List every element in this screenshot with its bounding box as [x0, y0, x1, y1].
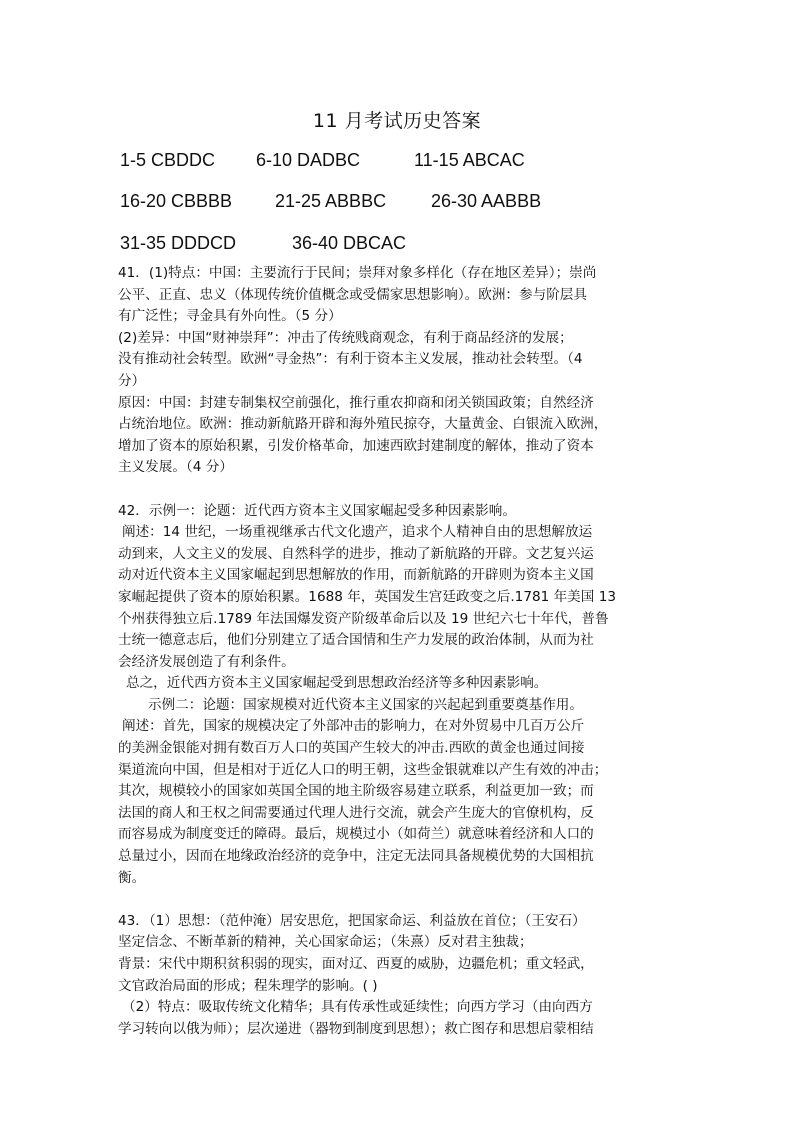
text-line: 其次，规模较小的国家如英国全国的地主阶级容易建立联系，利益更加一致；而: [118, 783, 594, 800]
text-line: 家崛起提供了资本的原始积累。1688 年，英国发生宫廷政变之后.1781 年美国 13: [118, 588, 616, 605]
answer-body: [118, 263, 684, 1040]
text-line: 示例二：论题：国家规模对近代资本主义国家的兴起起到重要奠基作用。: [148, 696, 583, 713]
text-line: 主义发展。（4 分）: [118, 459, 233, 476]
text-line: 背景：宋代中期积贫积弱的现实，面对辽、西夏的威胁，边疆危机；重文轻武，: [118, 956, 594, 972]
text-line: 阐述：首先，国家的规模决定了外部冲击的影响力，在对外贸易中几百万公斤: [122, 718, 585, 735]
text-line: 动到来，人文主义的发展、自然科学的进步，推动了新航路的开辟。文艺复兴运: [118, 545, 594, 562]
text-line: 总量过小，因而在地缘政治经济的竞争中，注定无法同具备规模优势的大国相抗: [118, 848, 594, 865]
blank-line: [118, 479, 684, 501]
text-line: 增加了资本的原始积累，引发价格革命，加速西欧封建制度的解体，推动了资本: [118, 437, 594, 454]
text-line: 分）: [118, 372, 146, 389]
text-line: 42．示例一：论题：近代西方资本主义国家崛起受多种因素影响。: [118, 502, 516, 519]
text-line: 士统一德意志后，他们分别建立了适合国情和生产力发展的政治体制，从而为社: [118, 632, 594, 649]
blank-line: [118, 889, 684, 911]
text-line: 41．(1)特点：中国：主要流行于民间；崇拜对象多样化（存在地区差异）；崇尚: [118, 265, 597, 281]
text-line: 坚定信念、不断革新的精神，关心国家命运；（朱熹）反对君主独裁；: [118, 934, 533, 951]
text-line: 文官政治局面的形成；程朱理学的影响。( ): [118, 977, 378, 994]
text-line: (2)差异：中国“财神崇拜”：冲击了传统贱商观念，有利于商品经济的发展；: [118, 329, 573, 346]
text-line: 阐述：14 世纪，一场重视继承古代文化遗产，追求个人精神自由的思想解放运: [122, 524, 593, 541]
text-line: 法国的商人和王权之间需要通过代理人进行交流，就会产生庞大的官僚机构，反: [118, 804, 594, 821]
text-line: 衡。: [118, 869, 146, 886]
page-title: 11 月考试历史答案: [312, 110, 482, 132]
text-line: 总之，近代西方资本主义国家崛起受到思想政治经济等多种因素影响。: [126, 675, 548, 692]
text-line: 43．（1）思想：（范仲淹）居安思危，把国家命运、利益放在首位；（王安石）: [118, 912, 586, 929]
text-line: 学习转向以俄为师）；层次递进（器物到制度到思想）；救亡图存和思想启蒙相结: [118, 1020, 594, 1037]
answer-range: 26-30 AABBB: [431, 191, 542, 211]
text-line: 占统治地位。欧洲：推动新航路开辟和海外殖民掠夺，大量黄金、白银流入欧洲，: [118, 416, 608, 433]
text-line: 没有推动社会转型。欧洲“寻金热”：有利于资本主义发展，推动社会转型。（4: [118, 351, 583, 368]
text-line: 渠道流向中国，但是相对于近亿人口的明王朝，这些金银就难以产生有效的冲击；: [118, 761, 608, 778]
text-line: （2）特点：吸取传统文化精华；具有传承性或延续性；向西方学习（由向西方: [122, 999, 593, 1016]
text-line: 动对近代资本主义国家崛起到思想解放的作用，而新航路的开辟则为资本主义国: [118, 567, 594, 584]
answer-range: 6-10 DADBC: [256, 150, 361, 170]
answer-range: 36-40 DBCAC: [292, 233, 407, 253]
answer-range: 11-15 ABCAC: [414, 150, 525, 170]
text-line: 个州获得独立后.1789 年法国爆发资产阶级革命后以及 19 世纪六七十年代，普鲁: [118, 610, 609, 627]
answer-range: 31-35 DDDCD: [120, 233, 237, 253]
text-line: 会经济发展创造了有利条件。: [118, 653, 295, 670]
text-line: 的美洲金银能对拥有数百万人口的英国产生较大的冲击.西欧的黄金也通过间接: [118, 740, 585, 757]
text-line: 原因：中国：封建专制集权空前强化，推行重农抑商和闭关锁国政策；自然经济: [118, 394, 594, 411]
answer-range: 1-5 CBDDC: [120, 150, 216, 170]
text-line: 而容易成为制度变迁的障碍。最后，规模过小（如荷兰）就意味着经济和人口的: [118, 826, 594, 843]
text-line: 有广泛性；寻金具有外向性。（5 分）: [118, 308, 342, 325]
answer-range: 16-20 CBBBB: [120, 191, 233, 211]
text-line: 公平、正直、忠义（体现传统价值概念或受儒家思想影响）。欧洲：参与阶层具: [118, 286, 587, 303]
answer-range: 21-25 ABBBC: [275, 191, 387, 211]
